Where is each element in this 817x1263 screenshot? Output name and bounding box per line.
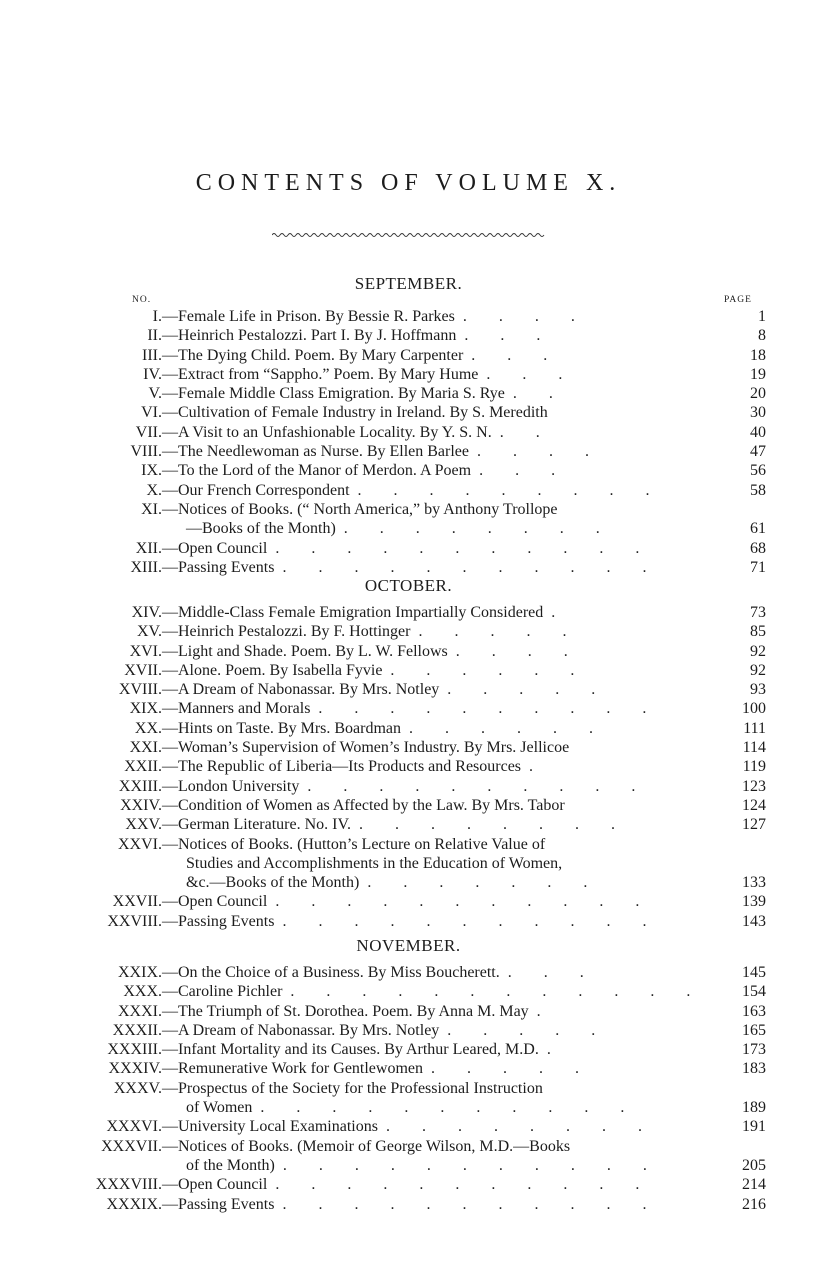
contents-entry [0,982,766,1001]
entry-title: On the Choice of a Business. By Miss Boucherett. [178,964,500,981]
leader-dots: . . . . . . . [367,874,602,892]
entry-dash: — [162,700,178,718]
contents-entry [0,346,766,365]
column-headers [0,295,817,307]
entry-dash: — [162,1041,178,1059]
entry-number: X. [146,481,162,499]
leader-dots: . . . . . . . . . . . [260,1099,639,1117]
entry-page-number: 93 [750,681,766,699]
entry-dash: — [162,1118,178,1136]
entry-dash: — [162,346,178,364]
entry-title: Female Life in Prison. By Bessie R. Parkes [178,308,455,325]
entry-number: III. [142,346,162,364]
leader-dots: . . . . . . . . . . . [282,912,661,930]
contents-entry [0,326,766,345]
leader-dots: . . . [479,462,570,480]
leader-dots: . . . . . . [409,719,608,737]
entry-number: XXVIII. [107,912,162,930]
contents-entry [0,307,766,326]
contents-entry [0,661,766,680]
leader-dots: . . [512,385,567,403]
entry-number: XXIV. [120,796,162,814]
entry-dash: — [162,1060,178,1078]
entry-number: XII. [135,539,162,557]
page-title: CONTENTS OF VOLUME X. [195,170,622,196]
entry-page-number: 139 [742,893,766,911]
wavy-rule [272,232,546,238]
entry-dash: — [162,835,178,853]
section-november [0,935,817,1214]
entry-title: Heinrich Pestalozzi. Part I. By J. Hoffmann [178,327,457,345]
entry-title: Female Middle Class Emigration. By Maria S. Rye [178,385,505,403]
entry-title: Passing Events [178,1195,275,1213]
entry-number: XXXIII. [107,1041,162,1059]
entry-dash: — [162,893,178,911]
entry-page-number: 92 [750,661,766,679]
entry-number: XXXIV. [108,1060,162,1078]
leader-dots: . . . . . [418,623,581,641]
entry-page-number: 205 [742,1156,766,1174]
entry-dash: — [162,1079,178,1097]
entry-dash: — [162,327,178,345]
entry-page-number: 173 [742,1041,766,1059]
entry-title: Open Council [178,539,268,557]
entry-number: V. [148,385,162,403]
entry-number: XXVI. [118,835,162,853]
entry-number: XXVII. [112,893,162,911]
entry-title: Passing Events [178,912,275,930]
entry-number: XIV. [131,604,162,621]
contents-entry [0,481,766,500]
entry-title: Notices of Books. (Hutton’s Lecture on Relative Value of [178,835,546,853]
contents-entry [0,1137,766,1156]
leader-dots: . . . . . . . . . . . [275,1176,654,1194]
entry-dash: — [162,739,178,757]
section-heading: OCTOBER. [364,576,453,595]
entry-title: The Republic of Liberia—Its Products and Resources [178,758,522,776]
entry-number: XIX. [129,700,162,718]
entry-title: Remunerative Work for Gentlewomen [178,1060,424,1078]
entry-dash: — [162,642,178,660]
entry-title: Light and Shade. Poem. By L. W. Fellows [178,642,448,660]
entry-page-number: 216 [742,1195,766,1213]
entry-dash: — [162,539,178,557]
contents-entry [0,1195,766,1214]
contents-entry [0,365,766,384]
entry-page-number: 56 [750,462,766,480]
contents-entry [0,603,766,622]
entry-number: XVII. [124,661,162,679]
entry-page-number: 165 [742,1021,766,1039]
entry-number: XXXVII. [101,1137,162,1155]
leader-dots: . . . [464,327,555,345]
contents-entry [0,835,766,854]
contents-entry [0,461,766,480]
entry-number: XVI. [129,642,162,660]
entry-dash: — [162,604,178,621]
entry-number: I. [152,308,162,325]
entry-page-number: 189 [742,1099,766,1117]
entry-page-number: 58 [750,481,766,499]
entry-dash: — [162,404,178,422]
contents-entry [0,719,766,738]
entry-title: Notices of Books. (Memoir of George Wilson, M.D.—Books [178,1137,571,1155]
entry-dash: — [162,308,178,325]
contents-entry [0,1059,766,1078]
leader-dots: . . . . . . . . . . . [282,1195,661,1213]
entry-dash: — [162,558,178,576]
entry-title: London University [178,777,300,795]
leader-dots: . [529,758,548,776]
entry-dash: — [162,1137,178,1155]
entry-dash: — [162,500,178,518]
entry-title: Passing Events [178,558,275,576]
contents-entry [0,403,766,422]
entry-number: VIII. [130,443,162,461]
leader-dots: . . . . [477,443,604,461]
entry-title: Extract from “Sappho.” Poem. By Mary Hume [178,365,479,383]
leader-dots: . . . . . [431,1060,594,1078]
contents-entry [0,738,766,757]
entry-number: XXI. [129,739,162,757]
entry-page-number: 18 [750,346,766,364]
contents-entry [0,1079,766,1098]
contents-entry [0,539,766,558]
contents-entry [0,680,766,699]
leader-dots: . . . . . . . . . . . [275,893,654,911]
entry-page-number: 100 [742,700,766,718]
entry-dash: — [162,481,178,499]
entry-title: University Local Examinations [178,1118,378,1136]
entry-page-number: 40 [750,423,766,441]
entry-number: II. [147,327,162,345]
entry-dash: — [162,758,178,776]
entry-title: Woman’s Supervision of Women’s Industry. By Mrs. Jellicoe [178,739,570,757]
entry-page-number: 30 [750,404,766,422]
entry-number: XXV. [125,816,162,834]
entry-number: XVIII. [118,681,162,699]
entry-number: XXXII. [112,1021,162,1039]
entry-number: XXXI. [118,1002,162,1020]
contents-entry [0,1175,766,1194]
entry-number: XXII. [124,758,162,776]
entry-title: The Dying Child. Poem. By Mary Carpenter [178,346,464,364]
leader-dots: . . . . . [447,681,610,699]
entry-page-number: 68 [750,539,766,557]
entry-title: Alone. Poem. By Isabella Fyvie [178,661,383,679]
entry-dash: — [162,964,178,981]
entry-dash: — [162,1176,178,1194]
entry-title: Studies and Accomplishments in the Education of Women, [186,854,563,872]
entry-number: VI. [141,404,162,422]
leader-dots: . . . [486,365,577,383]
leader-dots: . . . . . . . . [358,816,629,834]
entry-page-number: 92 [750,642,766,660]
number-column-header: NO. [132,295,152,305]
entry-page-number: 19 [750,365,766,383]
entry-dash: — [162,1002,178,1020]
entry-page-number: 143 [742,912,766,930]
contents-entry [0,912,766,931]
entry-number: VII. [135,423,162,441]
leader-dots: . [551,604,570,621]
entry-title: The Needlewoman as Nurse. By Ellen Barlee [178,443,470,461]
contents-entry-continuation [0,1156,766,1175]
contents-entry [0,1117,766,1136]
entry-dash: — [162,661,178,679]
entry-number: XXXVI. [106,1118,162,1136]
entry-title: Hints on Taste. By Mrs. Boardman [178,719,402,737]
contents-entry-continuation [0,519,766,538]
entry-page-number: 71 [750,558,766,576]
leader-dots: . [546,1041,565,1059]
entry-page-number: 124 [742,796,766,814]
section-september [0,273,817,577]
entry-dash: — [162,1195,178,1213]
entry-title: &c.—Books of the Month) [186,874,360,892]
leader-dots: . . . . . [447,1021,610,1039]
contents-entry [0,442,766,461]
entry-number: XXX. [123,983,162,1001]
entry-title: Middle-Class Female Emigration Impartially Considered [178,604,544,621]
entry-title: A Visit to an Unfashionable Locality. By Y. S. N. [178,423,492,441]
leader-dots: . . . . . . . . . . [307,777,650,795]
entry-dash: — [162,681,178,699]
entry-title: —Books of the Month) [186,520,336,538]
leader-dots: . . . . . . [390,661,589,679]
entry-number: XXXVIII. [95,1176,162,1194]
entry-dash: — [162,623,178,641]
entry-dash: — [162,462,178,480]
section-heading: NOVEMBER. [356,936,461,955]
contents-entry [0,1002,766,1021]
entry-title: Open Council [178,1176,268,1194]
contents-entry [0,384,766,403]
entry-number: IX. [141,462,162,480]
entry-page-number: 127 [742,816,766,834]
entry-page-number: 47 [750,443,766,461]
entry-dash: — [162,1021,178,1039]
entry-number: XV. [136,623,162,641]
entry-number: XXXIX. [106,1195,162,1213]
contents-entry [0,815,766,834]
entry-dash: — [162,983,178,1001]
entry-page-number: 145 [742,964,766,981]
contents-entry [0,1040,766,1059]
entry-title: of Women [186,1099,253,1117]
leader-dots: . . [499,423,554,441]
entry-page-number: 111 [743,719,766,737]
contents-entry [0,699,766,718]
entry-dash: — [162,912,178,930]
section-heading: SEPTEMBER. [354,274,463,293]
entry-dash: — [162,816,178,834]
contents-entry [0,500,766,519]
leader-dots: . . . . [462,308,589,325]
leader-dots: . . . . . . . . . . [318,700,661,718]
section-october [0,575,817,931]
entry-title: of the Month) [186,1156,275,1174]
entry-dash: — [162,796,178,814]
entry-number: XIII. [130,558,162,576]
contents-entry [0,642,766,661]
leader-dots: . . . [507,964,598,981]
entry-page-number: 133 [742,874,766,892]
entry-title: German Literature. No. IV. [178,816,351,834]
contents-entry [0,423,766,442]
entry-title: Open Council [178,893,268,911]
contents-entry [0,963,766,982]
contents-entry-continuation [0,873,766,892]
contents-entry [0,757,766,776]
entry-page-number: 123 [742,777,766,795]
entry-number: XXIII. [118,777,162,795]
leader-dots: . . . . [455,642,582,660]
leader-dots: . [536,1002,555,1020]
entry-page-number: 214 [742,1176,766,1194]
entry-title: Infant Mortality and its Causes. By Arthur Leared, M.D. [178,1041,539,1059]
entry-title: A Dream of Nabonassar. By Mrs. Notley [178,1021,440,1039]
entry-page-number: 163 [742,1002,766,1020]
entry-number: XXXV. [113,1079,162,1097]
entry-page-number: 85 [750,623,766,641]
entry-dash: — [162,385,178,403]
entry-dash: — [162,423,178,441]
contents-entry-continuation [0,854,766,873]
leader-dots: . . . . . . . . . . . [275,539,654,557]
leader-dots: . . . . . . . . . [357,481,664,499]
entry-title: A Dream of Nabonassar. By Mrs. Notley [178,681,440,699]
entry-page-number: 191 [742,1118,766,1136]
entry-dash: — [162,719,178,737]
entry-page-number: 154 [742,983,766,1001]
leader-dots: . . . . . . . . . . . [282,1156,661,1174]
leader-dots: . . . . . . . . [385,1118,656,1136]
entry-number: XI. [141,500,162,518]
entry-title: The Triumph of St. Dorothea. Poem. By Anna M. May [178,1002,529,1020]
entry-page-number: 183 [742,1060,766,1078]
page-column-header: PAGE [724,295,752,305]
entry-title: Notices of Books. (“ North America,” by Anthony Trollope [178,500,558,518]
entry-title: Caroline Pichler [178,983,283,1001]
leader-dots: . . . . . . . . . . . [282,558,661,576]
contents-entry [0,622,766,641]
entry-title: Heinrich Pestalozzi. By F. Hottinger [178,623,411,641]
entry-page-number: 8 [758,327,766,345]
entry-page-number: 20 [750,385,766,403]
entry-dash: — [162,443,178,461]
leader-dots: . . . . . . . . . . . . [290,983,705,1001]
leader-dots: . . . . . . . . [343,520,614,538]
entry-page-number: 61 [750,520,766,538]
entry-title: Manners and Morals [178,700,311,718]
entry-number: XXIX. [118,964,162,981]
entry-dash: — [162,365,178,383]
entry-title: Prospectus of the Society for the Professional Instruction [178,1079,543,1097]
entry-page-number: 1 [758,308,766,325]
entry-number: XX. [134,719,162,737]
entry-title: Our French Correspondent [178,481,350,499]
entry-page-number: 119 [742,758,766,776]
contents-entry [0,796,766,815]
leader-dots: . . . [471,346,562,364]
entry-title: Condition of Women as Affected by the Law. By Mrs. Tabor [178,796,565,814]
entry-page-number: 114 [742,739,766,757]
entry-title: To the Lord of the Manor of Merdon. A Poem [178,462,472,480]
entry-number: IV. [143,365,162,383]
entry-page-number: 73 [750,604,766,621]
contents-entry [0,1021,766,1040]
contents-entry-continuation [0,1098,766,1117]
entry-dash: — [162,777,178,795]
contents-entry [0,892,766,911]
entry-title: Cultivation of Female Industry in Ireland. By S. Meredith [178,404,548,422]
contents-entry [0,777,766,796]
